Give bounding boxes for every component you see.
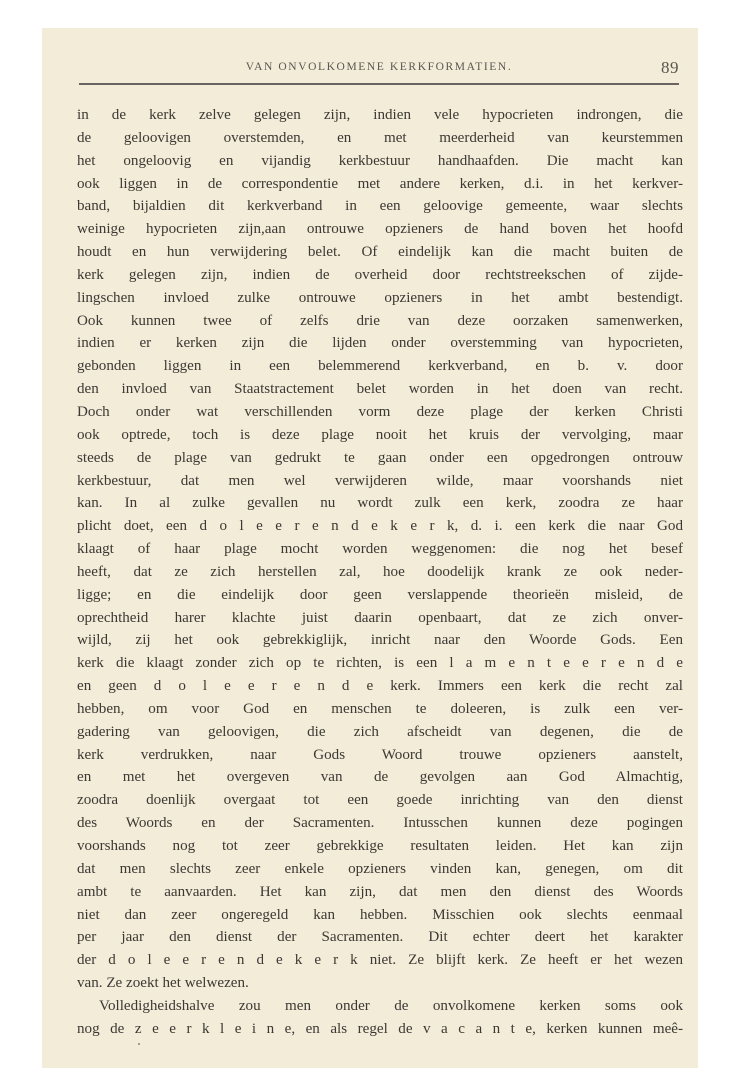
text-line: en geen d o l e e r e n d e kerk. Immers een kerk die recht zal	[77, 678, 683, 695]
text-line: dat men slechts zeer enkele opzieners vinden kan, genegen, om dit	[77, 860, 683, 877]
text-line: in de kerk zelve gelegen zijn, indien vele hypocrieten indrongen, die	[77, 107, 683, 123]
text-line: klaagt of haar plage mocht worden weggenomen: die nog het besef	[77, 541, 683, 558]
text-line: ook optrede, toch is deze plage nooit het kruis der vervolging, maar	[77, 426, 683, 443]
text-line: per jaar den dienst der Sacramenten. Dit echter deert het karakter	[77, 929, 683, 946]
text-line: wijld, zij het ook gebrekkiglijk, inricht naar den Woorde Gods. Een	[77, 632, 683, 649]
body-text	[77, 104, 683, 1041]
text-line: de geloovigen overstemden, en met meerderheid van keurstemmen	[77, 129, 683, 146]
text-line: kerk gelegen zijn, indien de overheid door rechtstreekschen of zijde-	[77, 266, 683, 283]
text-line: der d o l e e r e n d e k e r k niet. Ze blijft kerk. Ze heeft er het wezen	[77, 952, 683, 969]
text-line: ook liggen in de correspondentie met andere kerken, d.i. in het kerkver-	[77, 175, 683, 192]
text-line: kerk verdrukken, naar Gods Woord trouwe opzieners aanstelt,	[77, 746, 683, 763]
text-line: en met het overgeven van de gevolgen aan God Almachtig,	[77, 769, 683, 786]
paragraph	[77, 104, 683, 995]
text-line: het ongeloovig en vijandig kerkbestuur handhaafden. Die macht kan	[77, 152, 683, 169]
text-line: hebben, om voor God en menschen te doleeren, is zulk een ver-	[77, 700, 683, 717]
text-line: weinige hypocrieten zijn,aan ontrouwe opzieners de hand boven het hoofd	[77, 221, 683, 238]
text-line: band, bijaldien dit kerkverband in een geloovige gemeente, waar slechts	[77, 198, 683, 215]
text-line: den invloed van Staatstractement belet worden in het doen van recht.	[77, 381, 683, 398]
text-line: plicht doet, een d o l e e r e n d e k e r k, d. i. een kerk die naar God	[77, 518, 683, 535]
text-line: Doch onder wat verschillenden vorm deze plage der kerken Christi	[77, 403, 683, 420]
text-line: houdt en hun verwijdering belet. Of eindelijk kan die macht buiten de	[77, 244, 683, 261]
text-line: indien er kerken zijn die lijden onder overstemming van hypocrieten,	[77, 335, 683, 352]
book-page	[42, 28, 698, 1068]
text-line: Ook kunnen twee of zelfs drie van deze oorzaken samenwerken,	[77, 312, 683, 329]
header-rule	[79, 83, 679, 85]
text-line: nog de z e e r k l e i n e, en als regel de v a c a n t e, kerken kunnen meê-	[77, 1020, 683, 1037]
text-line: heeft, dat ze zich herstellen zal, hoe doodelijk krank ze ook neder-	[77, 563, 683, 580]
text-line: gebonden liggen in een belemmerend kerkverband, en b. v. door	[77, 358, 683, 375]
text-line: van. Ze zoekt het welwezen.	[77, 975, 249, 992]
text-line: niet dan zeer ongeregeld kan hebben. Misschien ook slechts eenmaal	[77, 906, 683, 923]
running-title: VAN ONVOLKOMENE KERKFORMATIEN.	[245, 61, 513, 73]
text-line: des Woords en der Sacramenten. Intusschen kunnen deze pogingen	[77, 815, 683, 832]
text-line: steeds de plage van gedrukt te gaan onder een opgedrongen ontrouw	[77, 449, 683, 466]
text-line: zoodra doenlijk overgaat tot een goede inrichting van den dienst	[77, 792, 683, 809]
text-line: voorshands nog tot zeer gebrekkige resultaten leiden. Het kan zijn	[77, 838, 683, 854]
text-line: lingschen invloed zulke ontrouwe opzieners in het ambt bestendigt.	[77, 289, 683, 306]
page-number: 89	[661, 58, 679, 77]
text-line: Volledigheidshalve zou men onder de onvolkomene kerken soms ook	[99, 997, 683, 1014]
paper-speck	[138, 1043, 140, 1045]
text-line: ambt te aanvaarden. Het kan zijn, dat men den dienst des Woords	[77, 883, 683, 900]
text-line: kan. In al zulke gevallen nu wordt zulk een kerk, zoodra ze haar	[77, 495, 683, 512]
page-header	[79, 58, 679, 80]
text-line: oprechtheid harer klachte juist daarin openbaart, dat ze zich onver-	[77, 609, 683, 626]
text-line: kerk die klaagt zonder zich op te richten, is een l a m e n t e e r e n d e	[77, 655, 683, 672]
text-line: kerkbestuur, dat men wel verwijderen wilde, maar voorshands niet	[77, 472, 683, 489]
text-line: ligge; en die eindelijk door geen verslappende theorieën misleid, de	[77, 586, 683, 603]
paragraph	[77, 995, 683, 1041]
text-line: gadering van geloovigen, die zich afscheidt van degenen, die de	[77, 723, 683, 740]
